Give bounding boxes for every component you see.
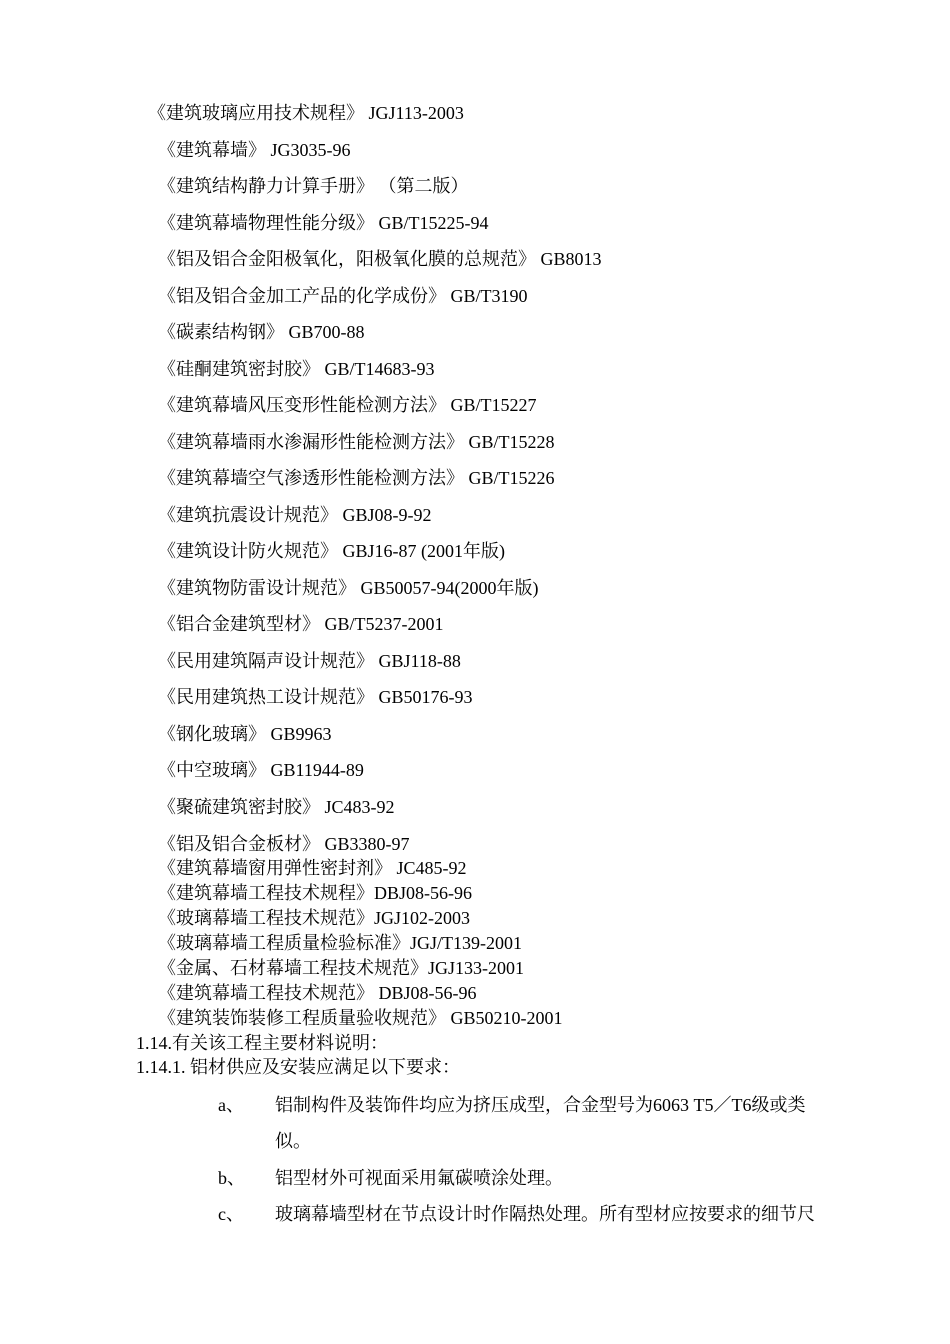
list-marker: c、 <box>218 1204 244 1224</box>
standard-entry: 《建筑幕墙风压变形性能检测方法》 GB/T15227 <box>158 395 537 415</box>
standard-entry: 《建筑物防雷设计规范》 GB50057-94(2000年版) <box>158 578 539 598</box>
standard-entry: 《碳素结构钢》 GB700-88 <box>158 322 365 342</box>
standard-entry: 《铝及铝合金加工产品的化学成份》 GB/T3190 <box>158 286 528 306</box>
standard-entry: 《建筑幕墙窗用弹性密封剂》 JC485-92 <box>158 858 467 878</box>
standard-entry: 《民用建筑隔声设计规范》 GBJ118-88 <box>158 651 461 671</box>
subsection-heading: 1.14.1. 铝材供应及安装应满足以下要求： <box>136 1057 460 1077</box>
standard-entry: 《建筑抗震设计规范》 GBJ08-9-92 <box>158 505 432 525</box>
list-item-text: 铝制构件及装饰件均应为挤压成型，合金型号为6063 T5／T6级或类 <box>275 1095 806 1115</box>
standard-entry: 《建筑装饰装修工程质量验收规范》 GB50210-2001 <box>158 1008 563 1028</box>
standard-entry: 《建筑设计防火规范》 GBJ16-87 (2001年版) <box>158 541 505 561</box>
list-item-text: 铝型材外可视面采用氟碳喷涂处理。 <box>275 1168 563 1188</box>
standard-entry: 《玻璃幕墙工程质量检验标准》JGJ/T139-2001 <box>158 933 522 953</box>
list-item-text: 似。 <box>275 1131 311 1151</box>
standard-entry: 《钢化玻璃》 GB9963 <box>158 724 332 744</box>
section-heading: 1.14.有关该工程主要材料说明： <box>136 1033 388 1053</box>
standard-entry: 《建筑幕墙工程技术规范》 DBJ08-56-96 <box>158 983 477 1003</box>
standard-entry: 《建筑幕墙雨水渗漏形性能检测方法》 GB/T15228 <box>158 432 555 452</box>
standard-entry: 《金属、石材幕墙工程技术规范》JGJ133-2001 <box>158 958 525 978</box>
standard-entry: 《建筑幕墙空气渗透形性能检测方法》 GB/T15226 <box>158 468 555 488</box>
standard-entry: 《聚硫建筑密封胶》 JC483-92 <box>158 797 395 817</box>
standard-entry: 《建筑结构静力计算手册》 （第二版） <box>158 176 469 196</box>
standard-entry: 《建筑玻璃应用技术规程》 JGJ113-2003 <box>148 103 464 123</box>
standard-entry: 《铝合金建筑型材》 GB/T5237-2001 <box>158 614 444 634</box>
standard-entry: 《民用建筑热工设计规范》 GB50176-93 <box>158 687 473 707</box>
standard-entry: 《建筑幕墙》 JG3035-96 <box>158 140 351 160</box>
standard-entry: 《铝及铝合金板材》 GB3380-97 <box>158 834 410 854</box>
standard-entry: 《建筑幕墙工程技术规程》DBJ08-56-96 <box>158 883 472 903</box>
standard-entry: 《建筑幕墙物理性能分级》 GB/T15225-94 <box>158 213 489 233</box>
list-item-text: 玻璃幕墙型材在节点设计时作隔热处理。所有型材应按要求的细节尺 <box>275 1204 815 1224</box>
list-marker: b、 <box>218 1168 245 1188</box>
standard-entry: 《硅酮建筑密封胶》 GB/T14683-93 <box>158 359 435 379</box>
standard-entry: 《中空玻璃》 GB11944-89 <box>158 760 364 780</box>
standard-entry: 《铝及铝合金阳极氧化，阳极氧化膜的总规范》 GB8013 <box>158 249 602 269</box>
standard-entry: 《玻璃幕墙工程技术规范》JGJ102-2003 <box>158 908 471 928</box>
list-marker: a、 <box>218 1095 244 1115</box>
